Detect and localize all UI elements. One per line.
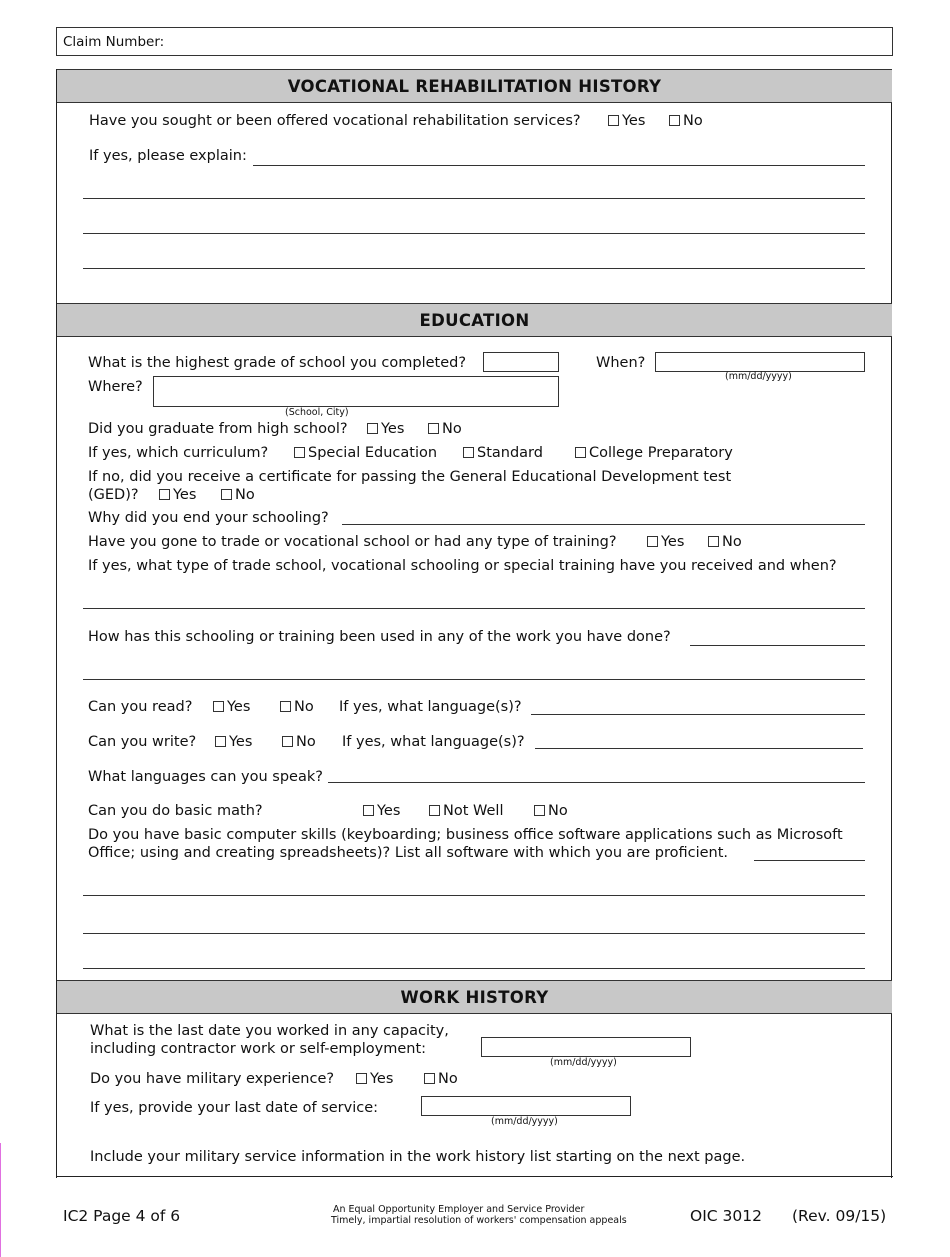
military-yes-checkbox[interactable]	[356, 1073, 367, 1084]
revision-date: (Rev. 09/15)	[792, 1207, 887, 1225]
write-yes-option[interactable]: Yes	[215, 734, 252, 750]
last-worked-label-line1: What is the last date you worked in any capacity,	[90, 1023, 449, 1039]
math-no-checkbox[interactable]	[534, 805, 545, 816]
service-date-hint: (mm/dd/yyyy)	[491, 1116, 558, 1127]
military-question: Do you have military experience?	[90, 1071, 335, 1087]
military-service-note: Include your military service information in the work history list starting on the next page.	[90, 1149, 746, 1165]
can-write-question: Can you write?	[88, 734, 197, 750]
claim-number-field[interactable]	[56, 27, 893, 56]
claim-number-label: Claim Number:	[63, 34, 165, 50]
computer-skills-question-line2: Office; using and creating spreadsheets)? List all software with which you are proficient.	[88, 845, 728, 861]
standard-checkbox[interactable]	[463, 447, 474, 458]
form-number: OIC 3012	[690, 1207, 762, 1225]
highest-grade-label: What is the highest grade of school you completed?	[88, 355, 467, 371]
special-education-checkbox[interactable]	[294, 447, 305, 458]
read-yes-option[interactable]: Yes	[213, 699, 250, 715]
military-no-option[interactable]: No	[424, 1071, 458, 1087]
write-language-label: If yes, what language(s)?	[342, 734, 525, 750]
trade-no-checkbox[interactable]	[708, 536, 719, 547]
ged-yes-checkbox[interactable]	[159, 489, 170, 500]
agency-tagline: Timely, impartial resolution of workers' compensation appeals	[331, 1215, 627, 1226]
last-worked-label-line2: including contractor work or self-employment:	[90, 1041, 427, 1057]
service-date-input[interactable]	[421, 1096, 631, 1116]
ged-yes-option[interactable]: Yes	[159, 487, 196, 503]
can-read-question: Can you read?	[88, 699, 193, 715]
when-date-hint: (mm/dd/yyyy)	[725, 371, 792, 382]
training-used-line-2[interactable]	[83, 679, 865, 680]
curriculum-question: If yes, which curriculum?	[88, 445, 269, 461]
work-history-header: WORK HISTORY	[57, 980, 892, 1014]
why-end-schooling-label: Why did you end your schooling?	[88, 510, 329, 526]
voc-rehab-question: Have you sought or been offered vocational rehabilitation services?	[89, 113, 581, 129]
voc-explain-line-3[interactable]	[83, 233, 865, 234]
trade-no-option[interactable]: No	[708, 534, 742, 550]
voc-explain-line-2[interactable]	[83, 198, 865, 199]
page-number: IC2 Page 4 of 6	[63, 1207, 181, 1225]
write-yes-checkbox[interactable]	[215, 736, 226, 747]
graduate-yes-option[interactable]: Yes	[367, 421, 404, 437]
last-worked-date-hint: (mm/dd/yyyy)	[550, 1057, 617, 1068]
college-prep-checkbox[interactable]	[575, 447, 586, 458]
education-header: EDUCATION	[57, 303, 892, 337]
computer-skills-line-2[interactable]	[83, 895, 865, 896]
ged-question-line2: (GED)?	[88, 487, 139, 503]
voc-rehab-no-checkbox[interactable]	[669, 115, 680, 126]
speak-languages-label: What languages can you speak?	[88, 769, 323, 785]
trade-yes-checkbox[interactable]	[647, 536, 658, 547]
training-used-question: How has this schooling or training been used in any of the work you have done?	[88, 629, 671, 645]
training-used-line-1[interactable]	[690, 645, 865, 646]
read-language-label: If yes, what language(s)?	[339, 699, 522, 715]
vocational-rehab-header: VOCATIONAL REHABILITATION HISTORY	[57, 69, 892, 103]
ged-no-checkbox[interactable]	[221, 489, 232, 500]
graduate-question: Did you graduate from high school?	[88, 421, 348, 437]
special-education-option[interactable]: Special Education	[294, 445, 437, 461]
when-label: When?	[596, 355, 646, 371]
trade-yes-option[interactable]: Yes	[647, 534, 684, 550]
military-no-checkbox[interactable]	[424, 1073, 435, 1084]
standard-option[interactable]: Standard	[463, 445, 543, 461]
trade-type-question: If yes, what type of trade school, vocational schooling or special training have you received and when?	[88, 558, 837, 574]
basic-math-question: Can you do basic math?	[88, 803, 263, 819]
highest-grade-input[interactable]	[483, 352, 559, 372]
ged-question-line1: If no, did you receive a certificate for passing the General Educational Development test	[88, 469, 732, 485]
school-city-hint: (School, City)	[285, 407, 349, 418]
trade-school-question: Have you gone to trade or vocational school or had any type of training?	[88, 534, 617, 550]
graduate-no-checkbox[interactable]	[428, 423, 439, 434]
write-no-option[interactable]: No	[282, 734, 316, 750]
read-no-option[interactable]: No	[280, 699, 314, 715]
trade-type-line[interactable]	[83, 608, 865, 609]
speak-languages-line[interactable]	[328, 782, 865, 783]
service-date-label: If yes, provide your last date of service:	[90, 1100, 379, 1116]
eeo-statement: An Equal Opportunity Employer and Service Provider	[333, 1204, 585, 1215]
why-end-schooling-line[interactable]	[342, 524, 865, 525]
math-not-well-checkbox[interactable]	[429, 805, 440, 816]
computer-skills-question-line1: Do you have basic computer skills (keyboarding; business office software applications such as Microsoft	[88, 827, 843, 843]
write-no-checkbox[interactable]	[282, 736, 293, 747]
voc-rehab-no-option[interactable]: No	[669, 113, 703, 129]
computer-skills-line-1[interactable]	[754, 860, 865, 861]
math-yes-option[interactable]: Yes	[363, 803, 400, 819]
read-language-line[interactable]	[531, 714, 865, 715]
college-prep-option[interactable]: College Preparatory	[575, 445, 733, 461]
voc-explain-line-4[interactable]	[83, 268, 865, 269]
voc-explain-line-1[interactable]	[253, 165, 865, 166]
voc-explain-label: If yes, please explain:	[89, 148, 247, 164]
math-yes-checkbox[interactable]	[363, 805, 374, 816]
military-yes-option[interactable]: Yes	[356, 1071, 393, 1087]
margin-mark	[0, 1143, 3, 1257]
education-when-input[interactable]	[655, 352, 865, 372]
read-no-checkbox[interactable]	[280, 701, 291, 712]
graduate-no-option[interactable]: No	[428, 421, 462, 437]
graduate-yes-checkbox[interactable]	[367, 423, 378, 434]
school-where-input[interactable]	[153, 376, 559, 407]
write-language-line[interactable]	[535, 748, 863, 749]
where-label: Where?	[88, 379, 143, 395]
computer-skills-line-3[interactable]	[83, 933, 865, 934]
voc-rehab-yes-option[interactable]: Yes	[608, 113, 645, 129]
read-yes-checkbox[interactable]	[213, 701, 224, 712]
voc-rehab-yes-checkbox[interactable]	[608, 115, 619, 126]
math-no-option[interactable]: No	[534, 803, 568, 819]
ged-no-option[interactable]: No	[221, 487, 255, 503]
form-bottom-border	[56, 1176, 893, 1177]
last-worked-date-input[interactable]	[481, 1037, 691, 1057]
computer-skills-line-4[interactable]	[83, 968, 865, 969]
math-not-well-option[interactable]: Not Well	[429, 803, 503, 819]
